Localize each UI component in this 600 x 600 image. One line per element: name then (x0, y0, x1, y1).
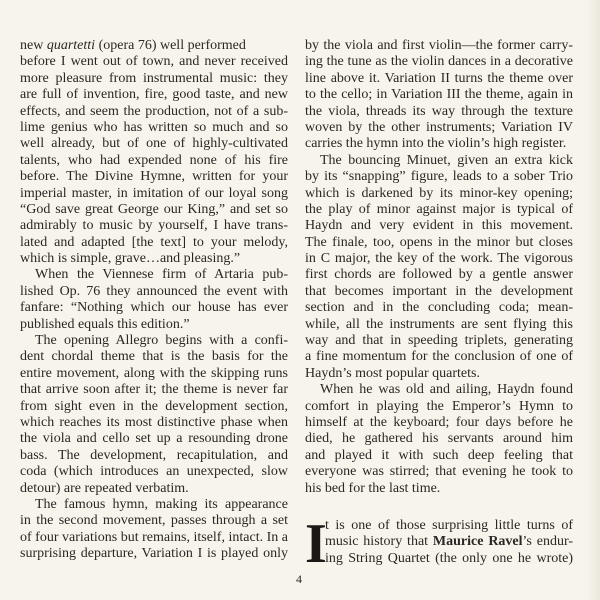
text-line: admirably to music by yourself, I have trans- (20, 218, 288, 234)
bold-text: Maurice Ravel (432, 534, 523, 550)
text-line: coda (which introduces an unexpected, slow (20, 464, 288, 480)
text-line: detour) are repeated verbatim. (20, 480, 189, 496)
text-line: that becomes important in the development (305, 283, 573, 299)
text-line: effects, and seem the production, not of a sub- (20, 103, 288, 119)
text-line: lime genius who has written so much and so (20, 119, 288, 135)
text-line: more pleasure from instrumental music: they (20, 70, 288, 86)
text-line: dent chordal theme that is the basis for the (20, 349, 288, 365)
text-line: are full of invention, fire, good taste, and new (20, 87, 288, 103)
text-line: while, all the instruments are sent flying this (305, 316, 573, 332)
left-text-column (20, 38, 288, 563)
text-line: When the Viennese firm of Artaria pub- (35, 267, 288, 283)
text-line (305, 534, 573, 550)
text-line: by the viola and first violin—the former carry- (305, 38, 573, 53)
text-line: surprising departure, Variation I is played only (20, 546, 288, 562)
text-line: talents, who had expended none of his fire (20, 152, 288, 168)
text-line: died, he gathered his servants around him (305, 431, 573, 447)
text-span: music history that (325, 534, 433, 550)
text-line: line above it. Variation II turns the theme over (305, 70, 573, 86)
text-line: before. The Divine Hymne, written for your (20, 169, 288, 185)
text-line: well already, but of one of highly-cultivated (20, 136, 288, 152)
text-line: from sight even in the development section, (20, 398, 288, 414)
right-text-column (305, 38, 573, 575)
text-line: Haydn and very evident in this movement. (305, 218, 573, 234)
text-line: of four variations but remains, itself, intact. In a (20, 529, 288, 545)
text-line: in the second movement, passes through a set (20, 513, 288, 529)
text-line: the viola, threads its way through the texture (305, 103, 573, 119)
text-line: The famous hymn, making its appearance (35, 496, 288, 512)
text-line: imperial master, in imitation of our loyal song (20, 185, 288, 201)
page-number: 4 (296, 572, 302, 586)
text-line: which reaches its most distinctive phase when (20, 414, 288, 430)
text-line: lished Op. 76 they announced the event with (20, 283, 288, 299)
text-line: fanfare: “Nothing which our house has ever (20, 300, 288, 316)
text-line: and played it with such deep feeling that (305, 447, 573, 463)
text-line: The finale, too, opens in the minor but closes (305, 234, 573, 250)
text-line: comfort in playing the Emperor’s Hymn to (305, 398, 573, 414)
text-line: first chords are followed by a gentle answer (305, 267, 573, 283)
text-line: which is darkened by its minor-key opening; (305, 185, 573, 201)
text-line: before I went out of town, and never received (20, 54, 288, 70)
text-line: entire movement, along with the skipping runs (20, 365, 288, 381)
text-line (20, 38, 288, 54)
text-line: to the cello; in Variation III the theme, again in (305, 87, 573, 103)
drop-cap: I (305, 513, 327, 575)
text-line: a fine momentum for the conclusion of one of (305, 349, 573, 365)
text-span: ’s endur- (522, 534, 573, 550)
text-line: published equals this edition.” (20, 316, 190, 332)
text-line: ing the tune as the violin dances in a decorative (305, 54, 573, 70)
text-line: t is one of those surprising little turns of (325, 517, 573, 533)
text-line: lated and adapted [the text] to your melody, (20, 234, 288, 250)
text-line: the viola and cello set up a resounding drone (20, 431, 288, 447)
text-line: way and that in speeding triplets, generating (305, 333, 573, 349)
text-line: by its “snapping” figure, leads to a sober Trio (305, 169, 573, 185)
italic-text: quartetti (46, 38, 96, 53)
text-span: new (20, 38, 47, 53)
text-line: bass. The development, recapitulation, and (20, 447, 288, 463)
text-line: Haydn’s most popular quartets. (305, 365, 480, 381)
text-line: The bouncing Minuet, given an extra kick (320, 152, 573, 168)
text-line: The opening Allegro begins with a confi- (35, 333, 288, 349)
text-line: in C major, the key of the work. The vigorous (305, 251, 573, 267)
text-line: which is simple, grave…and pleasing.” (20, 251, 241, 267)
text-line: woven by the other instruments; Variation IV (305, 119, 573, 135)
text-line: ing String Quartet (the only one he wrote) (325, 550, 573, 566)
text-line: “God save great George our King,” and set so (20, 201, 288, 217)
text-line: his bed for the last time. (305, 480, 441, 496)
text-line: section and in the concluding coda; mean- (305, 300, 573, 316)
page-edge-shadow (586, 0, 600, 600)
text-span: (opera 76) well performed (95, 38, 246, 53)
text-line: himself at the keyboard; four days before he (305, 414, 573, 430)
text-line: the play of minor against major is typical of (305, 201, 573, 217)
text-line: carries the hymn into the violin’s high register. (305, 136, 567, 152)
text-line: When he was old and ailing, Haydn found (320, 382, 573, 398)
text-line: that arrive soon after it; the theme is never far (20, 382, 288, 398)
text-line: everyone was stirred; that evening he took to (305, 464, 573, 480)
